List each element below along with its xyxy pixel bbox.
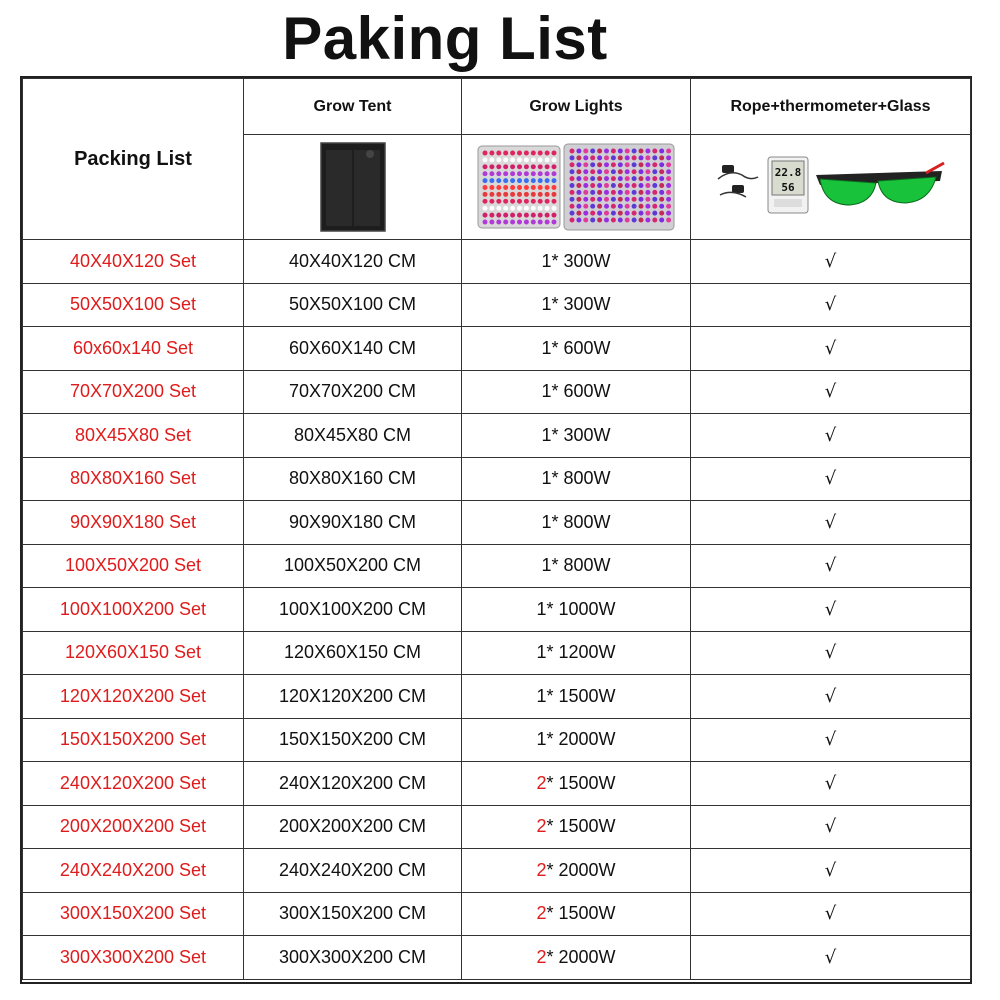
light-quantity: 1 [541,381,552,402]
set-name-cell: 300X300X200 Set [23,936,244,980]
grow-lights-cell [462,762,691,806]
tent-size-cell: 300X150X200 CM [244,892,462,936]
grow-lights-image-cell [462,135,691,240]
light-wattage: * 2000W [546,729,616,750]
table-row [23,718,971,762]
table-row [23,805,971,849]
tent-size-cell: 80X80X160 CM [244,457,462,501]
set-name-cell: 60x60x140 Set [23,327,244,371]
light-wattage: * 300W [551,250,611,271]
column-header-grow-tent: Grow Tent [244,79,462,135]
accessories-check-cell: √ [691,849,971,893]
table-row [23,414,971,458]
tent-size-cell: 70X70X200 CM [244,370,462,414]
table-row [23,457,971,501]
light-quantity: 2 [536,816,547,837]
accessories-check-cell: √ [691,892,971,936]
tent-size-cell: 240X120X200 CM [244,762,462,806]
tent-size-cell: 300X300X200 CM [244,936,462,980]
grow-lights-cell [462,631,691,675]
light-wattage: * 800W [551,468,611,489]
accessories-check-cell: √ [691,414,971,458]
grow-lights-cell [462,936,691,980]
light-quantity: 2 [536,859,547,880]
light-quantity: 1 [541,468,552,489]
table-row [23,849,971,893]
table-row [23,762,971,806]
tent-size-cell: 50X50X100 CM [244,283,462,327]
light-wattage: * 600W [551,381,611,402]
thermometer-reading-bottom: 56 [780,181,795,194]
light-quantity: 1 [536,729,547,750]
light-quantity: 1 [541,511,552,532]
light-wattage: * 1000W [546,598,616,619]
thermometer-icon [768,157,808,213]
tent-size-cell: 120X60X150 CM [244,631,462,675]
light-wattage: * 600W [551,337,611,358]
accessories-check-cell: √ [691,805,971,849]
tent-size-cell: 40X40X120 CM [244,240,462,284]
packing-table [22,78,971,980]
grow-lights-cell [462,588,691,632]
table-row [23,283,971,327]
accessories-check-cell: √ [691,631,971,675]
light-wattage: * 300W [551,294,611,315]
table-row [23,892,971,936]
set-name-cell: 90X90X180 Set [23,501,244,545]
accessories-check-cell: √ [691,675,971,719]
light-wattage: * 2000W [546,859,616,880]
table-row [23,327,971,371]
light-wattage: * 1200W [546,642,616,663]
page-title: Paking List [282,5,608,72]
accessories-check-cell: √ [691,370,971,414]
accessories-check-cell: √ [691,588,971,632]
light-quantity: 1 [541,424,552,445]
set-name-cell: 120X120X200 Set [23,675,244,719]
thermometer-reading-top: 22.8 [774,166,801,179]
set-name-cell: 80X45X80 Set [23,414,244,458]
light-quantity: 1 [541,337,552,358]
table-row [23,588,971,632]
led-grow-lights-image [476,142,676,232]
light-quantity: 1 [536,685,547,706]
set-name-cell: 150X150X200 Set [23,718,244,762]
set-name-cell: 120X60X150 Set [23,631,244,675]
set-name-cell: 240X120X200 Set [23,762,244,806]
light-wattage: * 2000W [546,946,616,967]
set-name-cell: 70X70X200 Set [23,370,244,414]
table-row [23,501,971,545]
light-wattage: * 800W [551,511,611,532]
packing-table-frame [20,76,972,984]
light-wattage: * 1500W [546,903,616,924]
corner-label: Packing List [23,79,244,240]
grow-lights-cell [462,675,691,719]
accessories-check-cell: √ [691,240,971,284]
table-row [23,544,971,588]
grow-lights-cell [462,457,691,501]
grow-tent-image [318,140,388,234]
accessories-check-cell: √ [691,936,971,980]
grow-lights-cell [462,892,691,936]
table-row [23,675,971,719]
table-row [23,370,971,414]
set-name-cell: 100X100X200 Set [23,588,244,632]
grow-tent-image-cell [244,135,462,240]
accessories-check-cell: √ [691,762,971,806]
tent-size-cell: 80X45X80 CM [244,414,462,458]
accessories-check-cell: √ [691,544,971,588]
tent-size-cell: 200X200X200 CM [244,805,462,849]
grow-lights-cell [462,805,691,849]
tent-size-cell: 90X90X180 CM [244,501,462,545]
light-quantity: 1 [536,598,547,619]
rope-thermometer-glasses-image [716,155,946,219]
grow-lights-cell [462,240,691,284]
light-quantity: 2 [536,946,547,967]
column-header-accessories: Rope+thermometer+Glass [691,79,971,135]
accessories-check-cell: √ [691,501,971,545]
grow-lights-cell [462,414,691,458]
light-quantity: 1 [541,250,552,271]
grow-lights-cell [462,718,691,762]
light-wattage: * 1500W [546,772,616,793]
grow-lights-cell [462,544,691,588]
set-name-cell: 200X200X200 Set [23,805,244,849]
tent-size-cell: 240X240X200 CM [244,849,462,893]
light-quantity: 2 [536,903,547,924]
light-quantity: 1 [541,294,552,315]
light-quantity: 1 [536,642,547,663]
accessories-image-cell [691,135,971,240]
table-row [23,631,971,675]
light-wattage: * 300W [551,424,611,445]
set-name-cell: 80X80X160 Set [23,457,244,501]
set-name-cell: 300X150X200 Set [23,892,244,936]
header-row [23,79,971,135]
tent-size-cell: 100X50X200 CM [244,544,462,588]
tent-size-cell: 150X150X200 CM [244,718,462,762]
light-quantity: 2 [536,772,547,793]
accessories-check-cell: √ [691,327,971,371]
accessories-check-cell: √ [691,283,971,327]
table-row [23,240,971,284]
set-name-cell: 50X50X100 Set [23,283,244,327]
light-wattage: * 1500W [546,685,616,706]
grow-lights-cell [462,283,691,327]
grow-lights-cell [462,501,691,545]
set-name-cell: 240X240X200 Set [23,849,244,893]
column-header-grow-lights: Grow Lights [462,79,691,135]
accessories-check-cell: √ [691,457,971,501]
glasses-icon [816,163,944,205]
light-wattage: * 1500W [546,816,616,837]
grow-lights-cell [462,849,691,893]
light-wattage: * 800W [551,555,611,576]
table-row [23,936,971,980]
rope-hanger-icon [718,165,758,197]
tent-size-cell: 100X100X200 CM [244,588,462,632]
tent-size-cell: 60X60X140 CM [244,327,462,371]
light-quantity: 1 [541,555,552,576]
grow-lights-cell [462,327,691,371]
tent-size-cell: 120X120X200 CM [244,675,462,719]
set-name-cell: 100X50X200 Set [23,544,244,588]
set-name-cell: 40X40X120 Set [23,240,244,284]
grow-lights-cell [462,370,691,414]
accessories-check-cell: √ [691,718,971,762]
